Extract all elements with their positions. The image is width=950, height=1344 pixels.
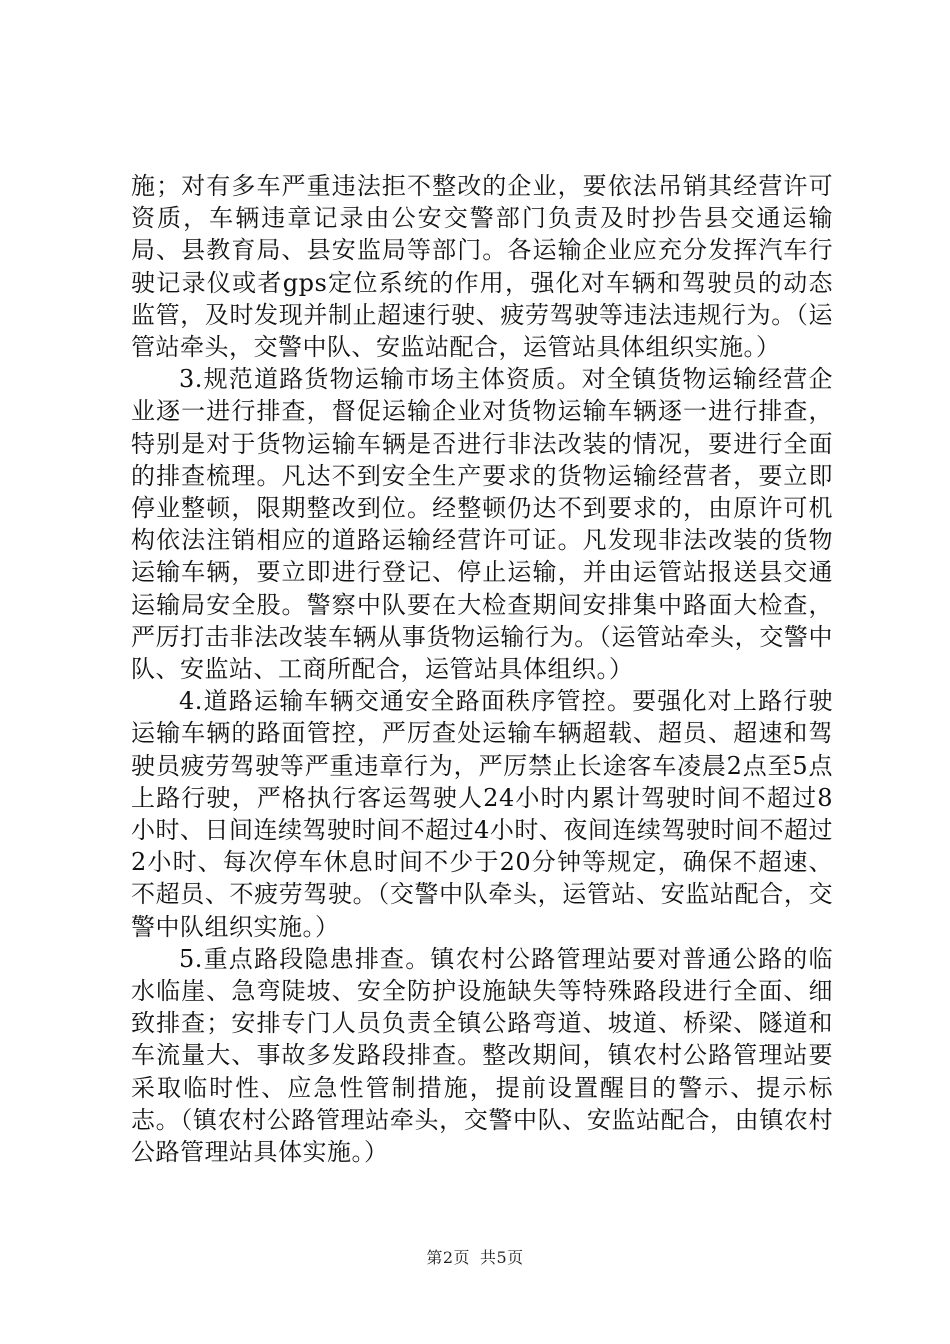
paragraph-continuation: 施；对有多车严重违法拒不整改的企业，要依法吊销其经营许可资质，车辆违章记录由公安交警部门负责及时抄告县交通运输局、县教育局、县安监局等部门。各运输企业应充分发挥汽车行驶记录仪或者gps定位系统的作用，强化对车辆和驾驶员的动态监管，及时发现并制止超速行驶、疲劳驾驶等违法违规行为。（运管站牵头，交警中队、安监站配合，运管站具体组织实施。） xyxy=(131,172,833,362)
page-footer xyxy=(0,1245,950,1268)
paragraph-item-4: 4.道路运输车辆交通安全路面秩序管控。要强化对上路行驶运输车辆的路面管控，严厉查处运输车辆超载、超员、超速和驾驶员疲劳驾驶等严重违章行为，严厉禁止长途客车凌晨2点至5点上路行驶，严格执行客运驾驶人24小时内累计驾驶时间不超过8小时、日间连续驾驶时间不超过4小时、夜间连续驾驶时间不超过2小时、每次停车休息时间不少于20分钟等规定，确保不超速、不超员、不疲劳驾驶。（交警中队牵头，运管站、安监站配合，交警中队组织实施。） xyxy=(131,687,833,941)
document-body xyxy=(131,170,833,1168)
paragraph-item-5: 5.重点路段隐患排查。镇农村公路管理站要对普通公路的临水临崖、急弯陡坡、安全防护设施缺失等特殊路段进行全面、细致排查；安排专门人员负责全镇公路弯道、坡道、桥梁、隧道和车流量大、事故多发路段排查。整改期间，镇农村公路管理站要采取临时性、应急性管制措施，提前设置醒目的警示、提示标志。（镇农村公路管理站牵头，交警中队、安监站配合，由镇农村公路管理站具体实施。） xyxy=(131,944,833,1167)
page-total: 共5页 xyxy=(480,1248,524,1267)
page-number: 第2页 xyxy=(426,1248,470,1267)
paragraph-item-3: 3.规范道路货物运输市场主体资质。对全镇货物运输经营企业逐一进行排查，督促运输企业对货物运输车辆逐一进行排查，特别是对于货物运输车辆是否进行非法改装的情况，要进行全面的排查梳理。凡达不到安全生产要求的货物运输经营者，要立即停业整顿，限期整改到位。经整顿仍达不到要求的，由原许可机构依法注销相应的道路运输经营许可证。凡发现非法改装的货物运输车辆，要立即进行登记、停止运输，并由运管站报送县交通运输局安全股。警察中队要在大检查期间安排集中路面大检查，严厉打击非法改装车辆从事货物运输行为。（运管站牵头，交警中队、安监站、工商所配合，运管站具体组织。） xyxy=(131,365,833,684)
